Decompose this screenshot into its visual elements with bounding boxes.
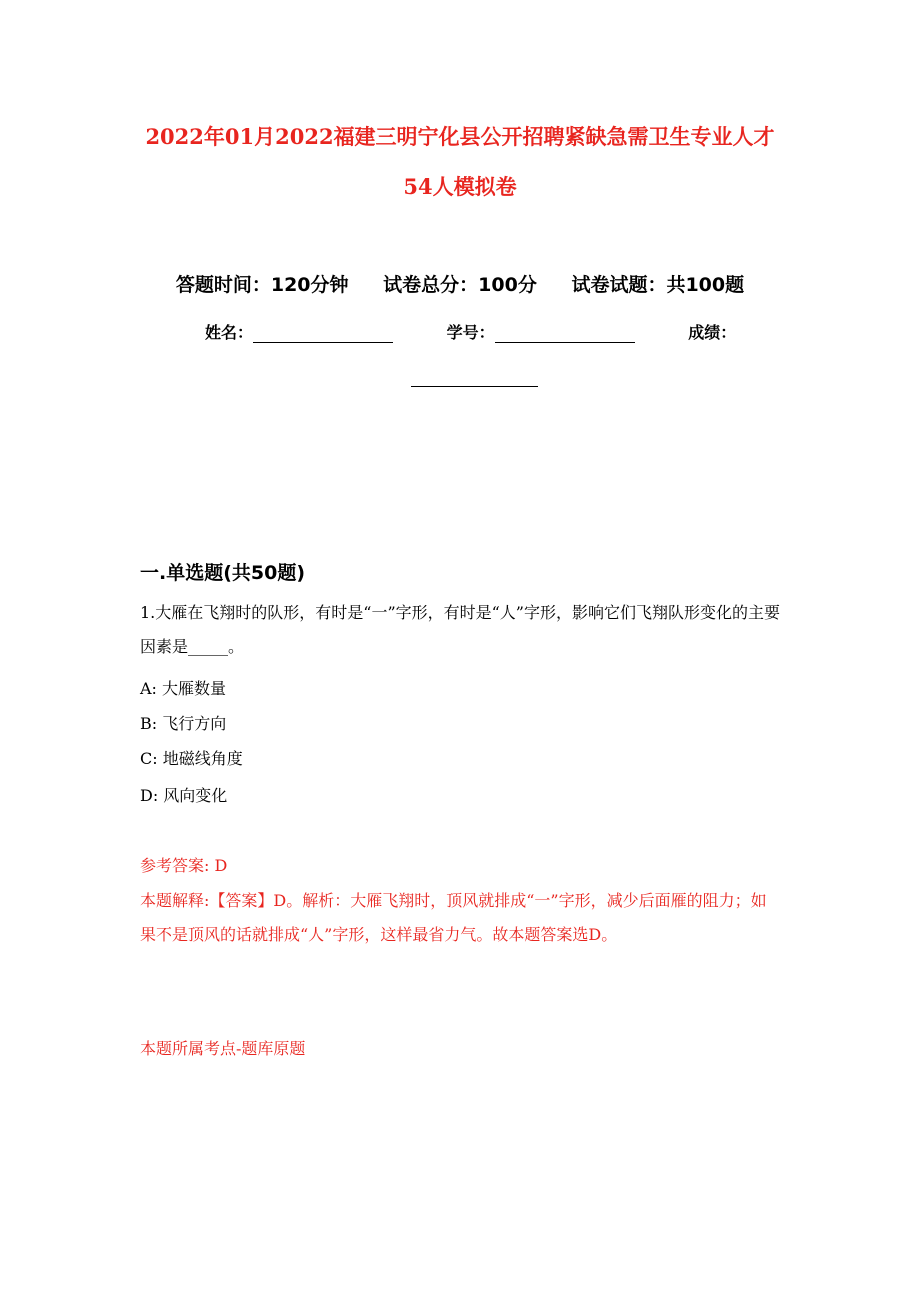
- section-heading: 一.单选题(共50题): [140, 562, 306, 584]
- option-a: A: 大雁数量: [140, 679, 227, 698]
- name-field[interactable]: [205, 320, 393, 343]
- exam-title-line1: 2022年01月2022福建三明宁化县公开招聘紧缺急需卫生专业人才: [145, 124, 775, 149]
- exam-total-score: 试卷总分：100分: [383, 274, 537, 296]
- exam-question-count: 试卷试题：共100题: [571, 274, 745, 296]
- option-c: C: 地磁线角度: [140, 749, 243, 768]
- score-label: 成绩：: [688, 323, 737, 342]
- score-field: [688, 320, 736, 343]
- id-field[interactable]: [447, 320, 635, 343]
- exam-title-line2: 54人模拟卷: [403, 174, 517, 199]
- reference-answer: 参考答案: D: [140, 856, 228, 875]
- student-fields: [205, 320, 736, 343]
- id-blank[interactable]: [495, 326, 635, 343]
- option-d: D: 风向变化: [140, 786, 228, 805]
- answer-explanation: 本题解释:【答案】D。解析：大雁飞翔时，顶风就排成“一”字形，减少后面雁的阻力；如果不是顶风的话就排成“人”字形，这样最省力气。故本题答案选D。: [140, 891, 767, 944]
- exam-meta: [0, 270, 920, 297]
- name-label: 姓名：: [205, 323, 254, 342]
- name-blank[interactable]: [253, 326, 393, 343]
- question-stem: 1.大雁在飞翔时的队形，有时是“一”字形，有时是“人”字形，影响它们飞翔队形变化的主要因素是_____。: [140, 603, 780, 656]
- score-blank[interactable]: [411, 370, 538, 387]
- id-label: 学号：: [446, 323, 495, 342]
- topic-tag: 本题所属考点-题库原题: [140, 1039, 306, 1058]
- exam-time: 答题时间：120分钟: [175, 274, 349, 296]
- option-b: B: 飞行方向: [140, 714, 227, 733]
